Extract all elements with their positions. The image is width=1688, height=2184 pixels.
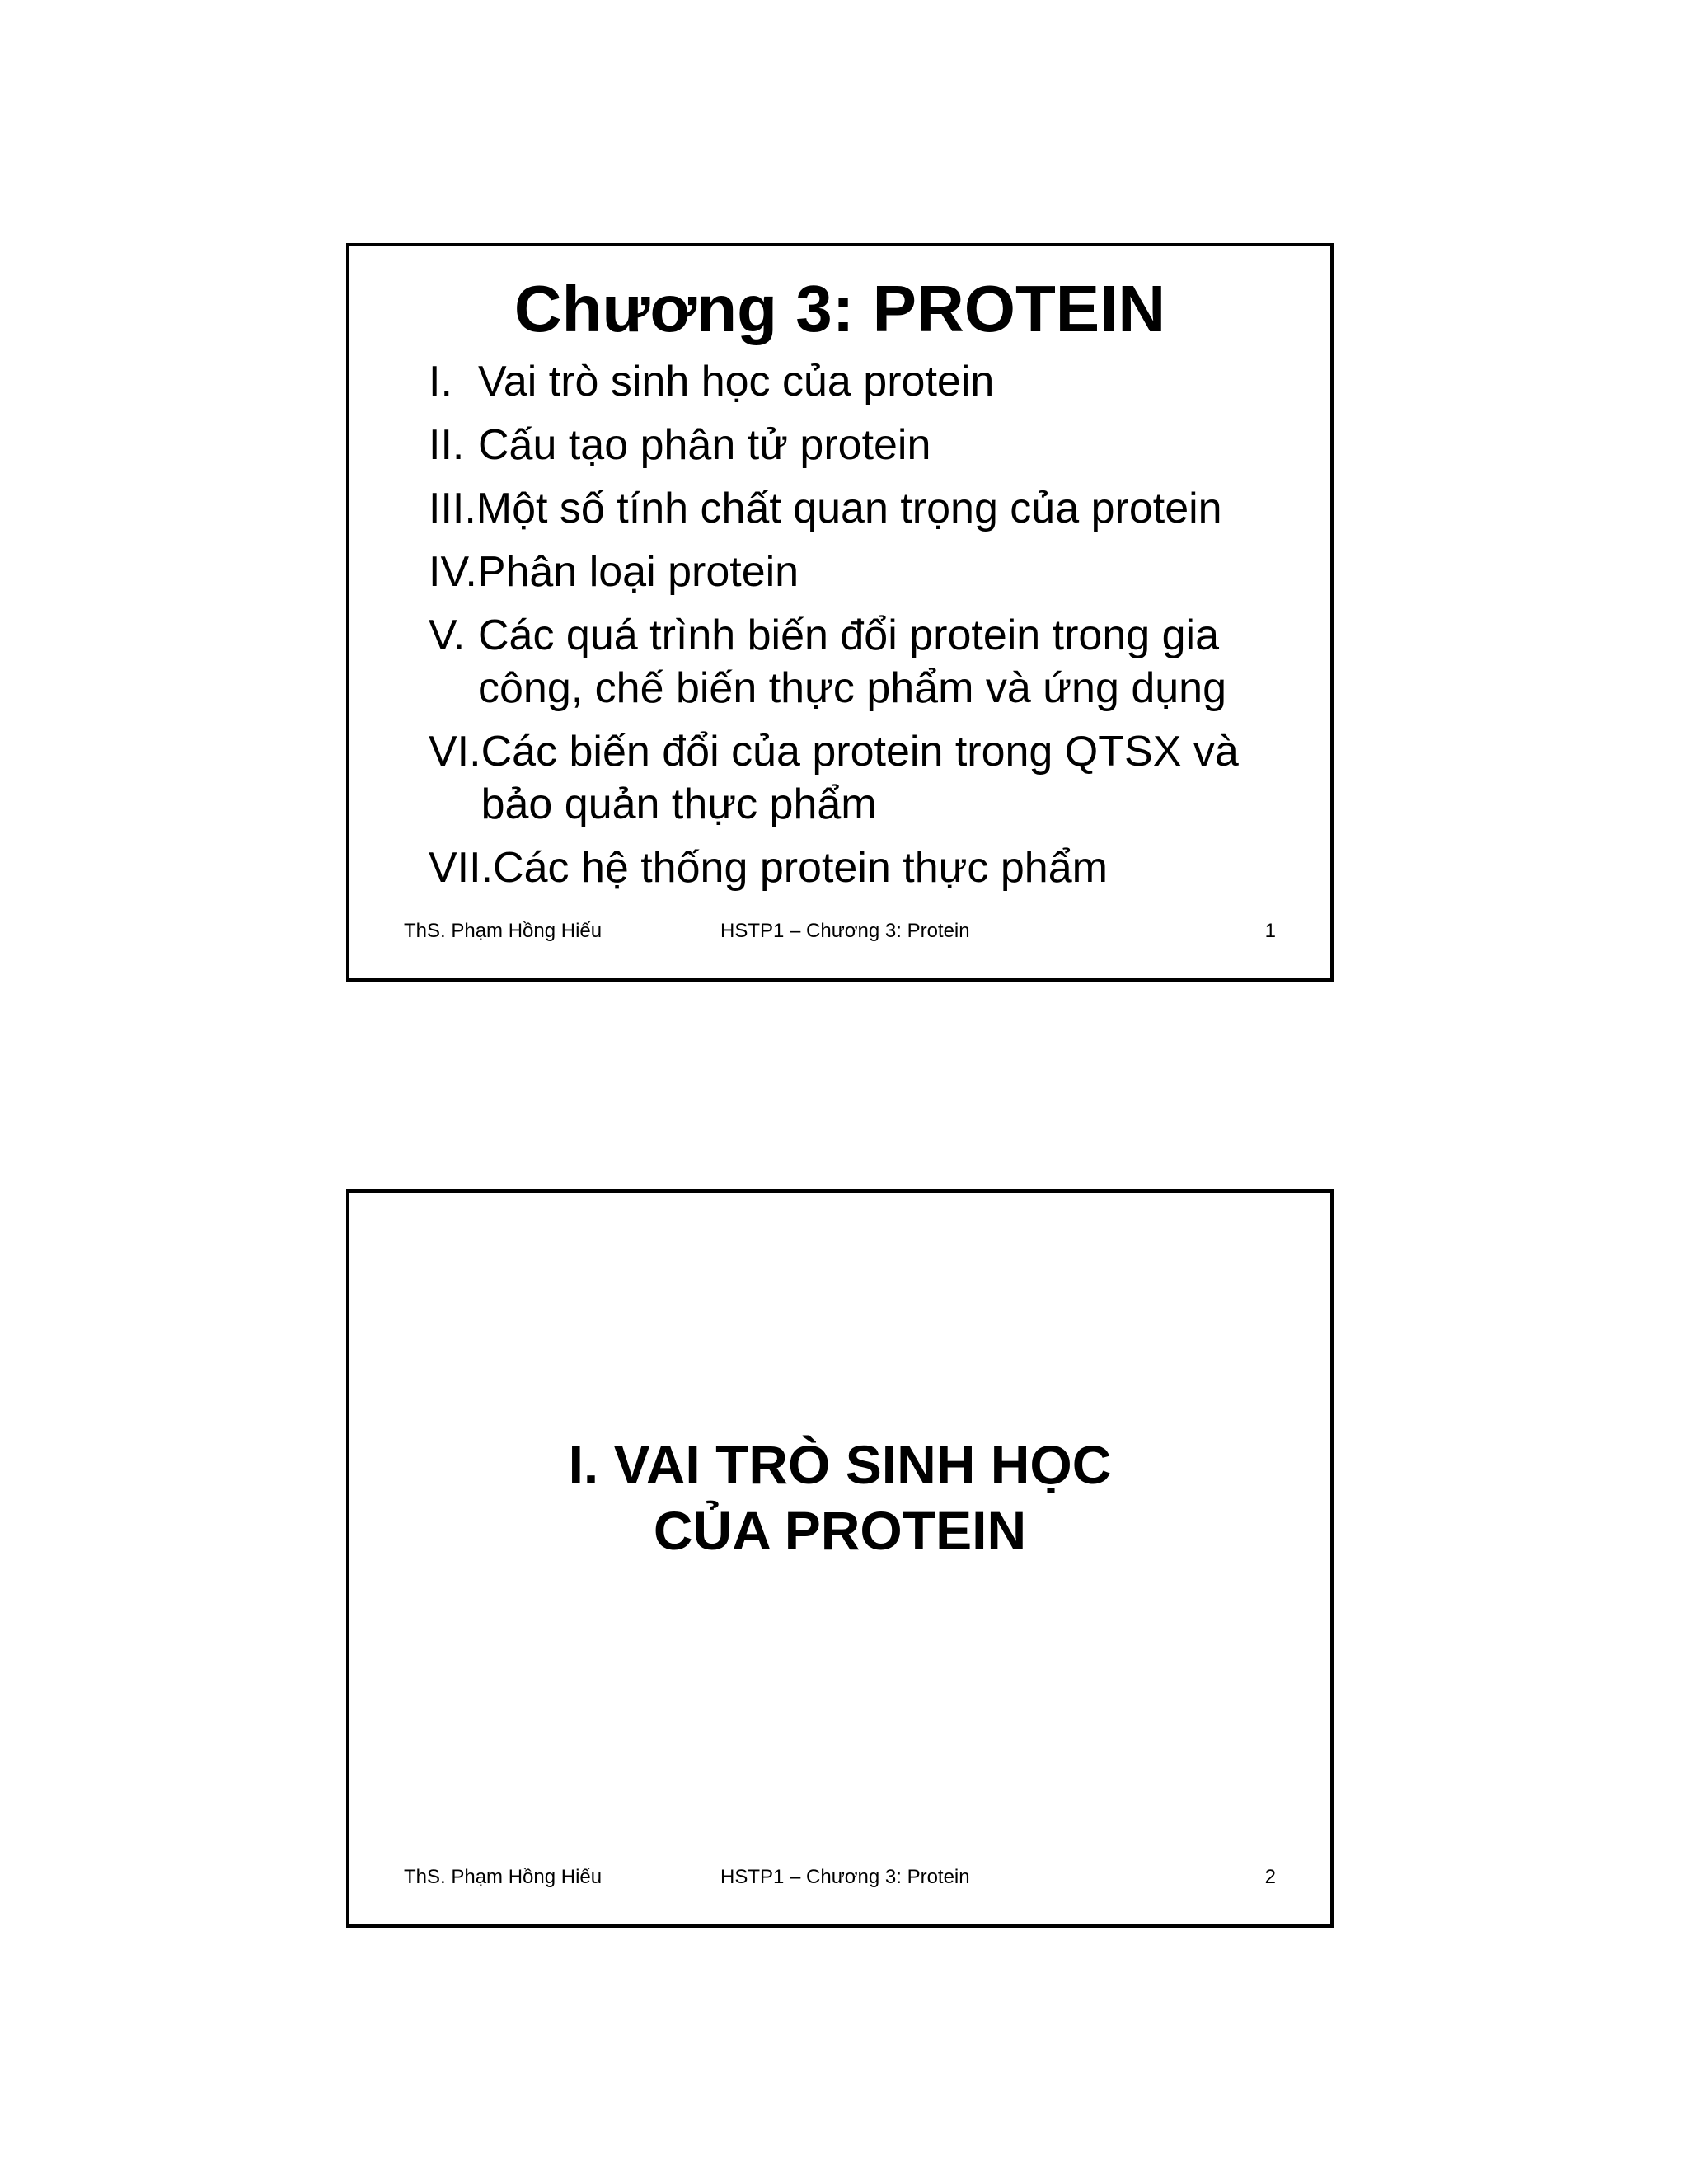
toc-item-number: V. — [429, 612, 466, 659]
slide-2 — [346, 1189, 1334, 1928]
toc-item-text: Các quá trình biến đổi protein trong gia công, chế biến thực phẩm và ứng dụng — [478, 612, 1226, 712]
slide-footer — [349, 919, 1330, 944]
slide-1 — [346, 243, 1334, 982]
section-title — [349, 1432, 1330, 1563]
footer-course: HSTP1 – Chương 3: Protein — [720, 920, 970, 942]
toc-item-text: Một số tính chất quan trọng của protein — [476, 485, 1222, 532]
toc-item-number: VI. — [429, 728, 481, 776]
footer-author: ThS. Phạm Hồng Hiếu — [404, 920, 603, 942]
section-title-line: CỦA PROTEIN — [653, 1500, 1027, 1561]
toc-item-number: I. — [429, 358, 452, 405]
toc-item — [429, 725, 1297, 831]
table-of-contents — [429, 355, 1297, 905]
footer-page-number: 1 — [1264, 920, 1276, 942]
toc-item-number: III. — [429, 485, 476, 532]
toc-item-number: VII. — [429, 844, 494, 892]
toc-item-text: Các hệ thống protein thực phẩm — [493, 844, 1108, 892]
section-title-line: I. VAI TRÒ SINH HỌC — [568, 1434, 1112, 1495]
toc-item — [429, 355, 1297, 408]
toc-item-text: Vai trò sinh học của protein — [478, 358, 995, 405]
toc-item — [429, 546, 1297, 598]
slide-footer — [349, 1865, 1330, 1890]
toc-item-text: Cấu tạo phân tử protein — [478, 421, 931, 469]
footer-page-number: 2 — [1264, 1866, 1276, 1888]
toc-item-number: II. — [429, 421, 465, 469]
footer-author: ThS. Phạm Hồng Hiếu — [404, 1866, 603, 1888]
toc-item — [429, 841, 1297, 894]
footer-course: HSTP1 – Chương 3: Protein — [720, 1866, 970, 1888]
toc-item-text: Các biến đổi của protein trong QTSX và bảo quản thực phẩm — [481, 728, 1239, 828]
slide-title: Chương 3: PROTEIN — [513, 272, 1166, 345]
toc-item — [429, 419, 1297, 471]
toc-item-text: Phân loại protein — [476, 548, 799, 596]
toc-item-number: IV. — [429, 548, 477, 596]
toc-item — [429, 482, 1297, 535]
toc-item — [429, 609, 1297, 715]
